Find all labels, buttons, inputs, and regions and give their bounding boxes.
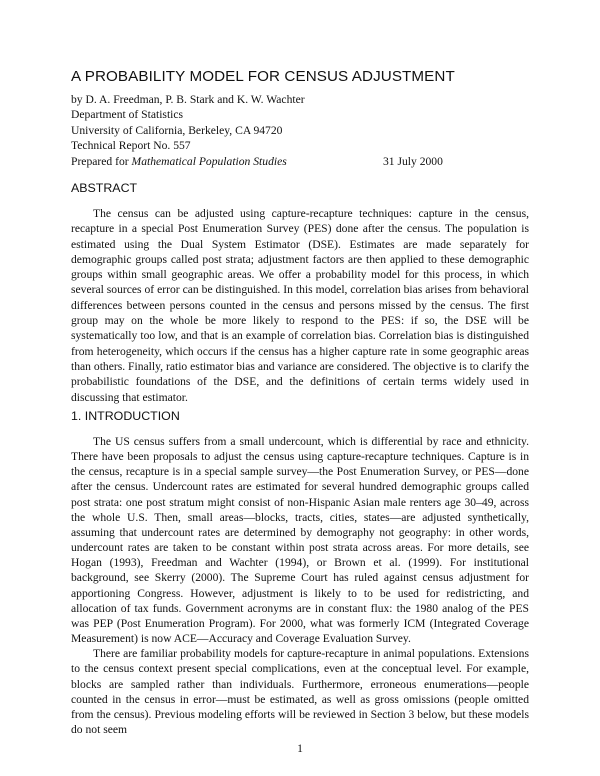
abstract-body: The census can be adjusted using capture-recapture techniques: capture in the census, recapture in a special Post Enumeration Survey (PES) done after the census. The population is estimated using the Dual System Estimator (DSE). Estimates are made separately for demographic groups called post strata; adjustment factors are then applied to these demographic groups within small geographic areas. We offer a probability model for this process, in which several sources of error can be distinguished. In this model, correlation bias arises from behavioral differences between persons counted in the census and persons missed by the census. The first group may on the whole be more likely to respond to the PES: if so, the DSE will be systematically too low, and that is an example of correlation bias. Correlation bias is distinguished from heterogeneity, which occurs if the census has a higher capture rate in some geographic areas than others. Finally, ratio estimator bias and variance are considered. The objective is to clarify the probabilistic foundations of the DSE, and the definitions of certain terms widely used in discussing that estimator. xyxy=(71,207,529,404)
department-line: Department of Statistics xyxy=(71,108,184,122)
prepared-line xyxy=(71,154,541,169)
introduction-body xyxy=(71,434,529,737)
paper-meta xyxy=(71,92,541,169)
prepared-prefix: Prepared for xyxy=(71,154,132,168)
authors-line: by D. A. Freedman, P. B. Stark and K. W. Wachter xyxy=(71,93,305,106)
paper-title: A PROBABILITY MODEL FOR CENSUS ADJUSTMENT xyxy=(71,68,455,85)
report-line: Technical Report No. 557 xyxy=(71,139,191,153)
abstract-heading: ABSTRACT xyxy=(71,181,138,195)
journal-name: Mathematical Population Studies xyxy=(131,154,287,168)
intro-paragraph-2: There are familiar probability models for capture-recapture in animal populations. Extensions to the census context present special complications, even at the conceptual level. For example, blocks are sampled rather than individuals. Furthermore, erroneous enumerations—people counted in the census in error—must be estimated, as well as gross omissions (people omitted from the census). Previous modeling efforts will be reviewed in Section 3 below, but these models do not seem xyxy=(71,647,529,736)
report-date: 31 July 2000 xyxy=(383,154,443,168)
page-number: 1 xyxy=(297,742,303,755)
intro-paragraph-1: The US census suffers from a small undercount, which is differential by race and ethnicity. There have been proposals to adjust the census using capture-recapture techniques. Capture is in the census, recapture is in a special sample survey—the Post Enumeration Survey, or PES—done after the census. Undercount rates are estimated for several hundred demographic groups called post strata: one post stratum might consist of non-Hispanic Asian male renters age 30–49, across the whole U.S. Then, small areas—blocks, tracts, cities, states—are adjusted synthetically, assuming that undercount rates are determined by demography not geography: in other words, undercount rates are taken to be constant within post strata across areas. For more details, see Hogan (1993), Freedman and Wachter (1994), or Brown et al. (1999). For institutional background, see Skerry (2000). The Supreme Court has ruled against census adjustment for apportioning Congress. However, adjustment is likely to to be used for redistricting, and allocation of tax funds. Government acronyms are in constant flux: the 1980 analog of the PES was PEP (Post Enumeration Program). For 2000, what was formerly ICM (Integrated Coverage Measurement) is now ACE—Accuracy and Coverage Evaluation Survey. xyxy=(71,435,529,646)
introduction-heading: 1. INTRODUCTION xyxy=(71,409,180,423)
university-line: University of California, Berkeley, CA 94720 xyxy=(71,123,283,137)
